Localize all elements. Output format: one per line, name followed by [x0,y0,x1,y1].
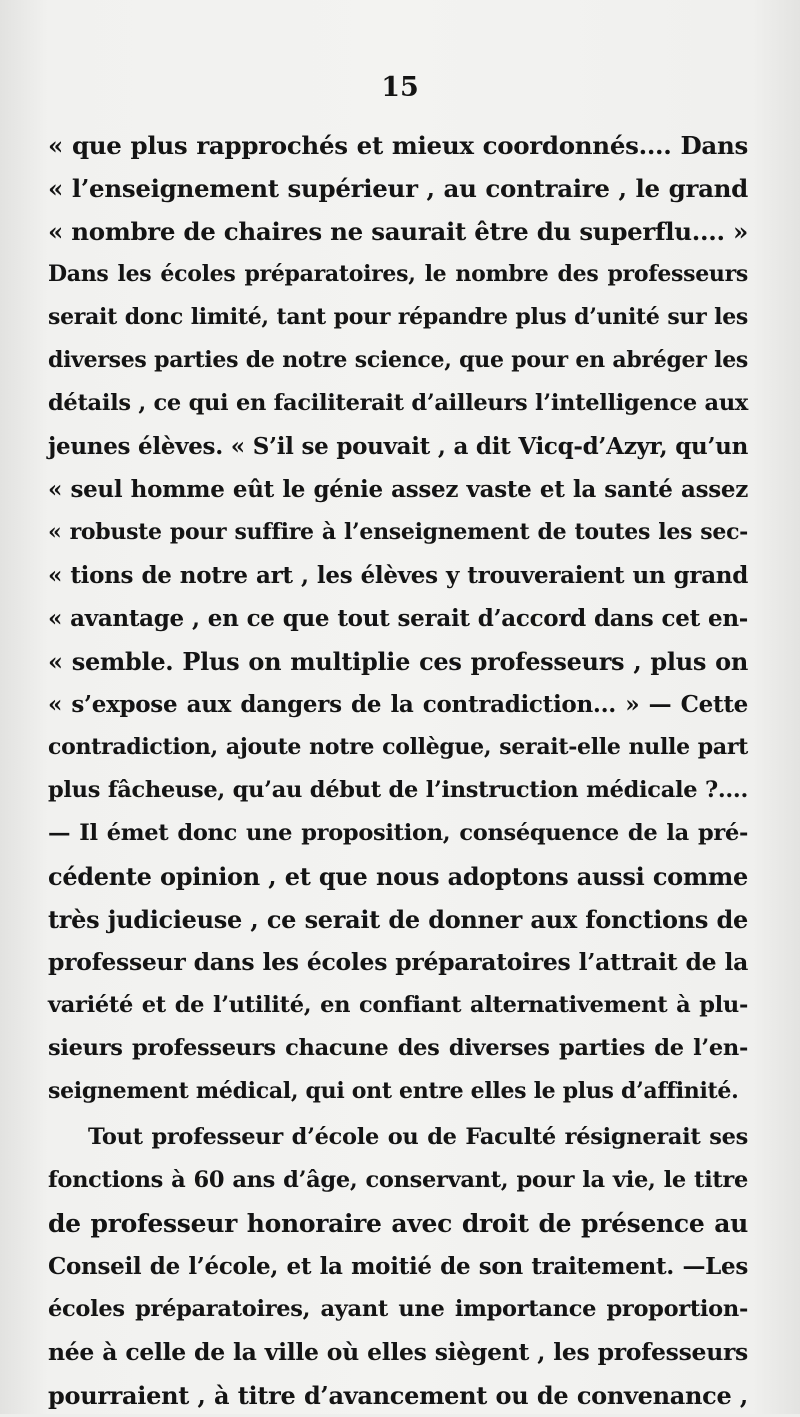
text-line: née à celle de la ville où elles siègent , les professeurs [48,1338,748,1366]
text-line: « semble. Plus on multiplie ces professeurs , plus on [48,647,748,676]
text-line: cédente opinion , et que nous adoptons aussi comme [48,862,748,891]
paragraph-first-line: Tout professeur d’école ou de Faculté résignerait ses [88,1124,748,1150]
page-number: 15 [381,72,419,103]
text-line: fonctions à 60 ans d’âge, conservant, pour la vie, le titre [48,1167,748,1193]
text-line: jeunes élèves. « S’il se pouvait , a dit Vicq-d’Azyr, qu’un [48,433,748,460]
text-line: « avantage , en ce que tout serait d’accord dans cet en- [48,605,748,632]
text-line: serait donc limité, tant pour répandre plus d’unité sur les [48,304,748,330]
text-line: sieurs professeurs chacune des diverses parties de l’en- [48,1035,748,1061]
text-line: contradiction, ajoute notre collègue, serait-elle nulle part [48,734,748,760]
text-line: diverses parties de notre science, que pour en abréger les [48,347,748,373]
text-line: pourraient , à titre d’avancement ou de convenance , [48,1381,748,1410]
text-body [48,124,748,1417]
text-line: « seul homme eût le génie assez vaste et la santé assez [48,476,748,503]
text-line: détails , ce qui en faciliterait d’ailleurs l’intelligence aux [48,390,748,416]
text-line: professeur dans les écoles préparatoires l’attrait de la [48,948,748,976]
text-line: « que plus rapprochés et mieux coordonnés.... Dans [48,131,748,160]
text-line: « s’expose aux dangers de la contradiction... » — Cette [48,691,748,718]
text-line: écoles préparatoires, ayant une importance proportion- [48,1296,748,1322]
text-line: de professeur honoraire avec droit de présence au [48,1209,748,1238]
text-line: — Il émet donc une proposition, conséquence de la pré- [48,820,748,846]
text-line: « nombre de chaires ne saurait être du superflu.... » [48,217,748,246]
text-line: Conseil de l’école, et la moitié de son traitement. —Les [48,1253,748,1280]
text-line: « l’enseignement supérieur , au contraire , le grand [48,174,748,203]
paragraph-end-line: seignement médical, qui ont entre elles le plus d’affinité. [48,1078,739,1104]
text-line: variété et de l’utilité, en confiant alternativement à plu- [48,992,748,1018]
text-line: « robuste pour suffire à l’enseignement de toutes les sec- [48,519,748,545]
text-line: « tions de notre art , les élèves y trouveraient un grand [48,562,748,589]
text-line: très judicieuse , ce serait de donner aux fonctions de [48,905,748,934]
text-line: Dans les écoles préparatoires, le nombre des professeurs [48,261,748,287]
text-line: plus fâcheuse, qu’au début de l’instruction médicale ?.... [48,777,748,803]
